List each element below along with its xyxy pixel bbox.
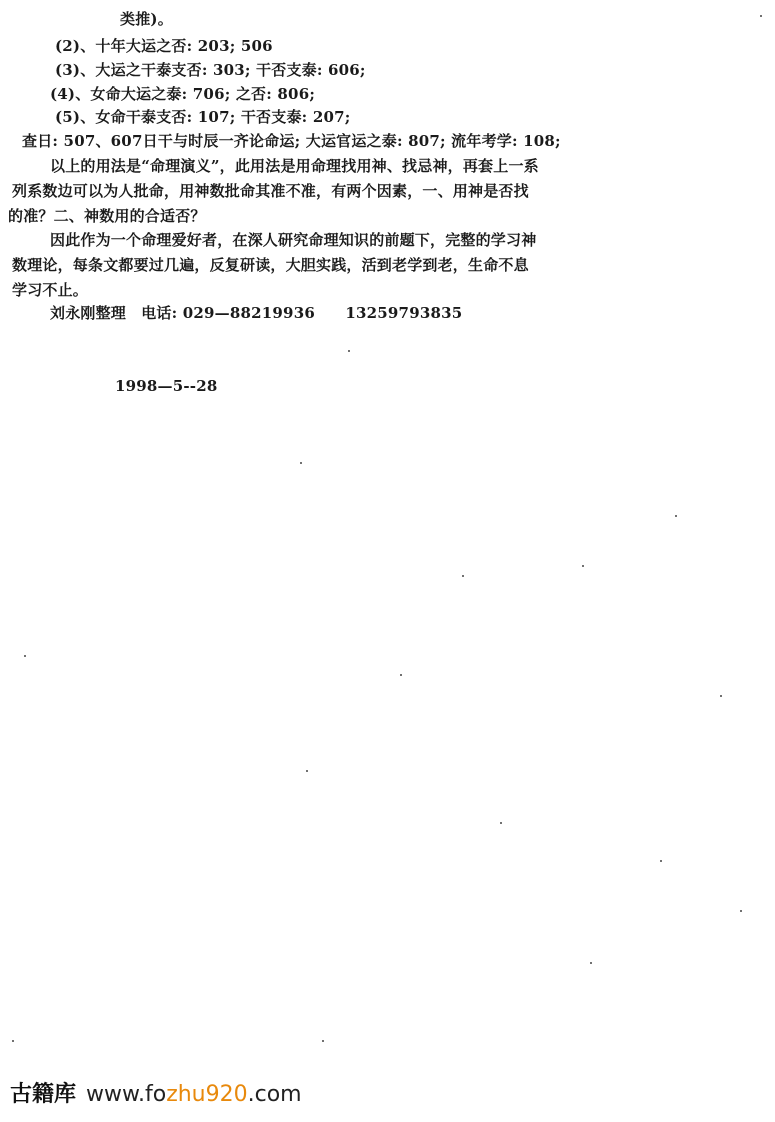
text-line: 以上的用法是“命理演义”，此用法是用命理找用神、找忌神，再套上一系: [50, 157, 539, 175]
speck: [12, 1040, 14, 1042]
text-line: 查日: 507、607日干与时辰一齐论命运; 大运官运之泰: 807; 流年考学: 108;: [22, 132, 561, 150]
contact-line: 刘永刚整理 电话: 029—88219936 13259793835: [50, 304, 463, 322]
text-line: 数理论，每条文都要过几遍，反复研读，大胆实践，活到老学到老，生命不息: [12, 256, 529, 274]
speck: [675, 515, 677, 517]
site-name: 古籍库: [10, 1082, 77, 1107]
speck: [500, 822, 502, 824]
speck: [322, 1040, 324, 1042]
site-url-suffix: .com: [247, 1082, 302, 1107]
text-line: 因此作为一个命理爱好者，在深人研究命理知识的前题下，完整的学习神: [50, 231, 537, 249]
document-date: 1998—5--28: [115, 377, 218, 395]
text-line: 列系数边可以为人批命，用神数批命其准不准，有两个因素，一、用神是否找: [12, 182, 529, 200]
site-url-accent: zhu920: [166, 1082, 248, 1107]
speck: [590, 962, 592, 964]
speck: [660, 860, 662, 862]
speck: [462, 575, 464, 577]
text-line: (3)、大运之干泰支否: 303; 干否支泰: 606;: [55, 61, 366, 79]
text-line: (2)、十年大运之否: 203; 506: [55, 37, 273, 55]
speck: [348, 350, 350, 352]
speck: [740, 910, 742, 912]
speck: [24, 655, 26, 657]
speck: [720, 695, 722, 697]
text-line: 类推)。: [120, 10, 173, 28]
speck: [306, 770, 308, 772]
site-url-prefix: www.fo: [86, 1082, 167, 1107]
text-line: (4)、女命大运之泰: 706; 之否: 806;: [50, 85, 316, 103]
text-line: 的准？二、神数用的合适否？: [8, 207, 206, 225]
text-line: (5)、女命干泰支否: 107; 干否支泰: 207;: [55, 108, 351, 126]
text-line: 学习不止。: [12, 281, 89, 299]
speck: [582, 565, 584, 567]
site-watermark: [10, 1080, 302, 1110]
speck: [300, 462, 302, 464]
speck: [400, 674, 402, 676]
speck: [760, 15, 762, 17]
